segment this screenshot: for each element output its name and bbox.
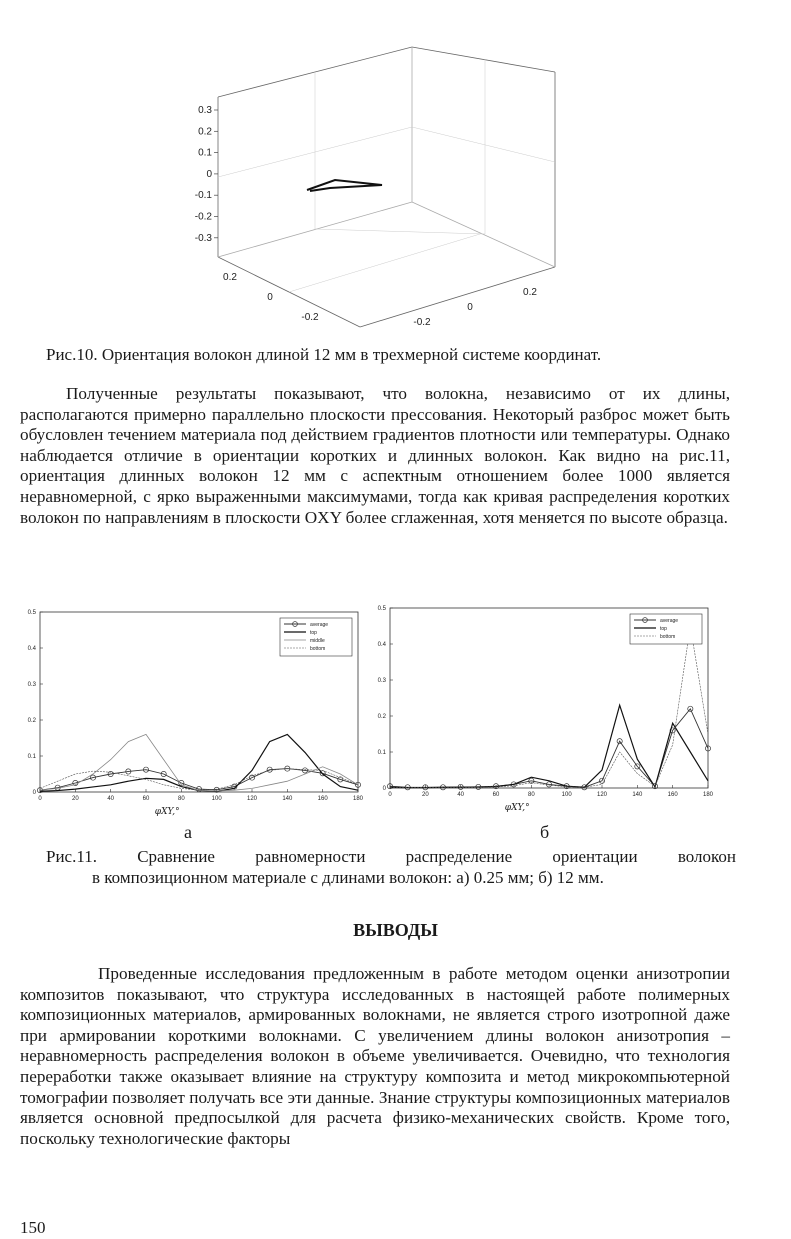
z-tick-label: -0.2 [194,211,212,223]
caption-word: распределение [405,847,513,866]
x-tick-label: 0 [388,792,392,798]
caption-word: ориентации [552,847,638,866]
x-tick-label: 40 [107,796,115,802]
x-tick-label: 40 [457,792,465,798]
x-tick-label: 140 [632,792,643,798]
x-tick-label: 160 [317,796,328,802]
x-tick-label: 80 [527,792,535,798]
y-tick-label: 0 [32,790,36,796]
x-axis-ticks [413,287,537,328]
y-tick-label: 0.2 [27,718,36,724]
y-tick-label: 0.2 [377,714,386,720]
legend-label: top [310,629,317,636]
x-axis-label: φXY,° [154,807,180,817]
box-frame [218,47,555,327]
y-tick-label: 0.1 [27,754,36,760]
x-tick-label: 100 [561,792,572,798]
figure-11-caption-line2: в композиционном материале с длинами волокон: а) 0.25 мм; б) 12 мм. [92,868,604,887]
figure-11-caption [46,846,736,888]
legend-label: top [660,625,667,632]
z-tick-label: 0.1 [198,147,212,159]
legend-label: middle [310,637,325,644]
y-tick-label: 0.1 [377,750,386,756]
chart-b-svg [368,598,718,820]
body-paragraph-1: Полученные результаты показывают, что волокна, независимо от их длины, располагаются примерно параллельно плоскости прессования. Некоторый разброс может быть обусловлен течением материала под действием градиентов плотности или температуры. Однако наблюдается отличие в ориентации коротких и длинных волокон. Как видно на рис.11, ориентация длинных волокон 12 мм с аспектным отношением более 1000 является неравномерной, с ярко выраженными максимумами, тогда как кривая распределения коротких волокон по направлениям в плоскости OXY более сглаженная, хотя меняется по высоте образца. [20,384,730,527]
fiber-lines [307,180,382,191]
caption-word: равномерности [255,847,366,866]
x-tick-label: 0.2 [523,287,537,298]
x-tick-label: 160 [667,792,678,798]
x-tick-label: 140 [282,796,293,802]
body-paragraph-2: Проведенные исследования предложенным в работе методом оценки анизотропии композитов показывают, что структура исследованных в настоящей работе полимерных композиционных материалов, армированных волокнами, не является строго изотропной даже при армировании короткими волокнами. С увеличением длины волокон анизотропия – неравномерность распределения волокон в объеме увеличивается. Очевидно, что технология переработки также оказывает влияние на структуру композита и метод микрокомпьютерной томографии позволяет получать все эти данные. Знание структуры композиционных материалов является основной предпосылкой для расчета физико-механических свойств. Кроме того, поскольку технологические факторы [20,964,730,1148]
x-tick-label: 180 [702,792,714,798]
x-tick-label: 0 [38,796,42,802]
y-tick-label: 0.3 [377,678,386,684]
x-tick-label: 120 [246,796,258,802]
legend-label: bottom [310,645,326,652]
legend-label: bottom [660,633,676,640]
grid-lines [218,59,555,292]
y-tick-label: 0.2 [223,272,237,283]
figure-10-svg [150,42,590,342]
x-tick-label: 20 [71,796,79,802]
z-tick-label: -0.3 [194,232,212,244]
x-tick-label: 100 [211,796,222,802]
page-number: 150 [20,1218,46,1237]
legend-label: average [660,617,679,624]
y-axis-ticks [223,272,319,323]
caption-word: волокон [677,847,736,866]
x-tick-label: 60 [142,796,150,802]
caption-word: Сравнение [137,847,215,866]
x-tick-label: 180 [352,796,364,802]
section-heading: ВЫВОДЫ [353,920,438,940]
z-tick-label: 0.2 [198,126,212,138]
y-tick-label: 0.5 [27,610,36,616]
x-tick-label: -0.2 [413,317,431,328]
z-tick-label: 0.3 [198,105,212,116]
y-tick-label: -0.2 [301,312,319,323]
figure-10-caption: Рис.10. Ориентация волокон длиной 12 мм в трехмерной системе координат. [46,345,602,364]
subfigure-label-b: б [540,822,550,842]
x-axis-label: φXY,° [504,803,530,813]
x-tick-label: 120 [596,792,608,798]
figure-10-3d-plot [150,42,590,342]
figure-11a-chart [18,602,368,824]
y-tick-label: 0.5 [377,606,386,612]
z-tick-label: -0.1 [194,190,212,202]
z-axis-ticks [195,105,218,244]
subfigure-label-a: а [184,822,192,842]
figure-11b-chart [368,598,718,820]
x-tick-label: 60 [492,792,500,798]
x-tick-label: 0 [467,302,473,313]
y-tick-label: 0.3 [27,682,36,688]
x-tick-label: 20 [421,792,429,798]
chart-a-svg [18,602,368,824]
y-tick-label: 0 [267,292,273,303]
y-tick-label: 0.4 [27,646,36,652]
legend-label: average [310,621,329,628]
x-tick-label: 80 [177,796,185,802]
figure-11-caption-line1 [46,846,736,867]
z-tick-label: 0 [206,168,212,180]
y-tick-label: 0 [382,786,386,792]
y-tick-label: 0.4 [377,642,386,648]
caption-word: Рис.11. [46,847,97,866]
